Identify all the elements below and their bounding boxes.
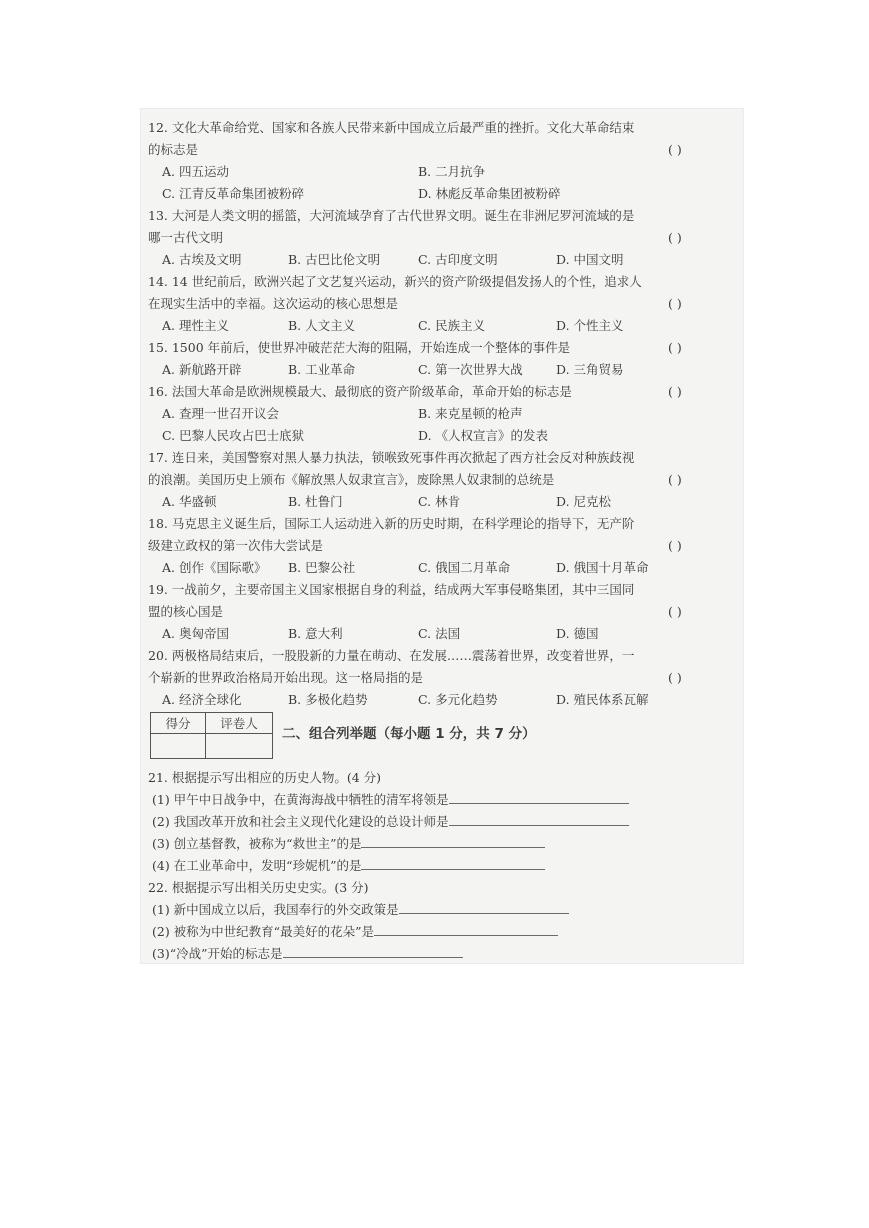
q21-item-2-blank[interactable] — [449, 812, 629, 826]
q17-option-b[interactable]: B. 杜鲁门 — [288, 494, 343, 509]
q22-item-3-label: (3)“冷战”开始的标志是 — [152, 946, 283, 961]
q20-option-d[interactable]: D. 殖民体系瓦解 — [556, 692, 649, 707]
q14-option-a[interactable]: A. 理性主义 — [162, 318, 229, 333]
q21-item-3-label: (3) 创立基督教，被称为“救世主”的是 — [152, 836, 362, 851]
q19-option-b[interactable]: B. 意大利 — [288, 626, 343, 641]
q22-item-1-blank[interactable] — [399, 900, 569, 914]
q17-option-c[interactable]: C. 林肯 — [418, 494, 461, 509]
q21-item-3-blank[interactable] — [361, 834, 545, 848]
q15-option-c[interactable]: C. 第一次世界大战 — [418, 362, 523, 377]
q13-stem-line-2: 哪一古代文明 — [148, 230, 224, 245]
q12-option-b[interactable]: B. 二月抗争 — [418, 164, 486, 179]
q17-answer-paren[interactable]: ( ) — [668, 472, 682, 487]
q18-stem-line-2: 级建立政权的第一次伟大尝试是 — [148, 538, 324, 553]
q21-item-1-blank[interactable] — [449, 790, 629, 804]
q13-option-d[interactable]: D. 中国文明 — [556, 252, 624, 267]
q22-item-1 — [152, 900, 569, 920]
score-table — [150, 712, 273, 759]
q13-answer-paren[interactable]: ( ) — [668, 230, 682, 245]
q19-option-a[interactable]: A. 奥匈帝国 — [162, 626, 229, 641]
q17-option-d[interactable]: D. 尼克松 — [556, 494, 612, 509]
section-two-title: 二、组合列举题（每小题 1 分，共 7 分） — [282, 726, 536, 742]
q12-stem-line-1: 12. 文化大革命给党、国家和各族人民带来新中国成立后最严重的挫折。文化大革命结束 — [148, 120, 635, 135]
q18-option-b[interactable]: B. 巴黎公社 — [288, 560, 356, 575]
q13-stem-line-1: 13. 大河是人类文明的摇篮，大河流域孕育了古代世界文明。诞生在非洲尼罗河流域的是 — [148, 208, 635, 223]
q12-option-d[interactable]: D. 林彪反革命集团被粉碎 — [418, 186, 561, 201]
q14-answer-paren[interactable]: ( ) — [668, 296, 682, 311]
q20-option-c[interactable]: C. 多元化趋势 — [418, 692, 498, 707]
q14-option-c[interactable]: C. 民族主义 — [418, 318, 486, 333]
q18-option-d[interactable]: D. 俄国十月革命 — [556, 560, 649, 575]
q14-option-b[interactable]: B. 人文主义 — [288, 318, 356, 333]
q21-item-3 — [152, 834, 545, 854]
q22-item-2 — [152, 922, 558, 942]
score-header: 得分 — [151, 713, 206, 734]
q22-item-2-blank[interactable] — [374, 922, 558, 936]
q13-option-c[interactable]: C. 古印度文明 — [418, 252, 498, 267]
q20-answer-paren[interactable]: ( ) — [668, 670, 682, 685]
q21-item-2-label: (2) 我国改革开放和社会主义现代化建设的总设计师是 — [152, 814, 449, 829]
q12-answer-paren[interactable]: ( ) — [668, 142, 682, 157]
q16-option-d[interactable]: D. 《人权宣言》的发表 — [418, 428, 549, 443]
q14-option-d[interactable]: D. 个性主义 — [556, 318, 624, 333]
q15-stem-line-1: 15. 1500 年前后，使世界冲破茫茫大海的阻隔，开始连成一个整体的事件是 — [148, 340, 571, 355]
q20-option-a[interactable]: A. 经济全球化 — [162, 692, 242, 707]
q17-stem-line-2: 的浪潮。美国历史上颁布《解放黑人奴隶宣言》，废除黑人奴隶制的总统是 — [148, 472, 555, 487]
q16-stem-line-1: 16. 法国大革命是欧洲规模最大、最彻底的资产阶级革命，革命开始的标志是 — [148, 384, 572, 399]
q18-answer-paren[interactable]: ( ) — [668, 538, 682, 553]
q21-item-4 — [152, 856, 545, 876]
q16-answer-paren[interactable]: ( ) — [668, 384, 682, 399]
q22-stem: 22. 根据提示写出相关历史史实。(3 分) — [148, 880, 369, 895]
q16-option-b[interactable]: B. 来克星顿的枪声 — [418, 406, 523, 421]
q12-stem-line-2: 的标志是 — [148, 142, 199, 157]
q16-option-a[interactable]: A. 查理一世召开议会 — [162, 406, 279, 421]
q12-option-a[interactable]: A. 四五运动 — [162, 164, 229, 179]
q22-item-3 — [152, 944, 463, 964]
q21-item-1 — [152, 790, 629, 810]
q22-item-1-label: (1) 新中国成立以后，我国奉行的外交政策是 — [152, 902, 399, 917]
q15-option-a[interactable]: A. 新航路开辟 — [162, 362, 242, 377]
q20-option-b[interactable]: B. 多极化趋势 — [288, 692, 368, 707]
q13-option-b[interactable]: B. 古巴比伦文明 — [288, 252, 381, 267]
score-cell[interactable] — [151, 734, 206, 759]
q15-option-d[interactable]: D. 三角贸易 — [556, 362, 624, 377]
q21-item-4-label: (4) 在工业革命中，发明“珍妮机”的是 — [152, 858, 362, 873]
q12-option-c[interactable]: C. 江青反革命集团被粉碎 — [162, 186, 305, 201]
q17-stem-line-1: 17. 连日来，美国警察对黑人暴力执法，锁喉致死事件再次掀起了西方社会反对种族歧视 — [148, 450, 635, 465]
q22-item-2-label: (2) 被称为中世纪教育“最美好的花朵”是 — [152, 924, 374, 939]
q21-stem: 21. 根据提示写出相应的历史人物。(4 分) — [148, 770, 382, 785]
q14-stem-line-2: 在现实生活中的幸福。这次运动的核心思想是 — [148, 296, 399, 311]
q16-option-c[interactable]: C. 巴黎人民攻占巴士底狱 — [162, 428, 305, 443]
q21-item-4-blank[interactable] — [361, 856, 545, 870]
q15-answer-paren[interactable]: ( ) — [668, 340, 682, 355]
q21-item-2 — [152, 812, 629, 832]
grader-cell[interactable] — [206, 734, 273, 759]
q13-option-a[interactable]: A. 古埃及文明 — [162, 252, 242, 267]
q21-item-1-label: (1) 甲午中日战争中，在黄海海战中牺牲的清军将领是 — [152, 792, 449, 807]
q19-stem-line-1: 19. 一战前夕，主要帝国主义国家根据自身的利益，结成两大军事侵略集团，其中三国同 — [148, 582, 635, 597]
q19-stem-line-2: 盟的核心国是 — [148, 604, 224, 619]
q22-item-3-blank[interactable] — [283, 944, 463, 958]
q19-option-c[interactable]: C. 法国 — [418, 626, 461, 641]
grader-header: 评卷人 — [206, 713, 273, 734]
q15-option-b[interactable]: B. 工业革命 — [288, 362, 356, 377]
q19-option-d[interactable]: D. 德国 — [556, 626, 599, 641]
q17-option-a[interactable]: A. 华盛顿 — [162, 494, 217, 509]
q18-option-c[interactable]: C. 俄国二月革命 — [418, 560, 511, 575]
q20-stem-line-2: 个崭新的世界政治格局开始出现。这一格局指的是 — [148, 670, 424, 685]
q20-stem-line-1: 20. 两极格局结束后，一股股新的力量在萌动、在发展……震荡着世界，改变着世界，一 — [148, 648, 635, 663]
q14-stem-line-1: 14. 14 世纪前后，欧洲兴起了文艺复兴运动，新兴的资产阶级提倡发扬人的个性，追求人 — [148, 274, 642, 289]
q18-stem-line-1: 18. 马克思主义诞生后，国际工人运动进入新的历史时期，在科学理论的指导下，无产阶 — [148, 516, 635, 531]
q19-answer-paren[interactable]: ( ) — [668, 604, 682, 619]
q18-option-a[interactable]: A. 创作《国际歌》 — [162, 560, 267, 575]
